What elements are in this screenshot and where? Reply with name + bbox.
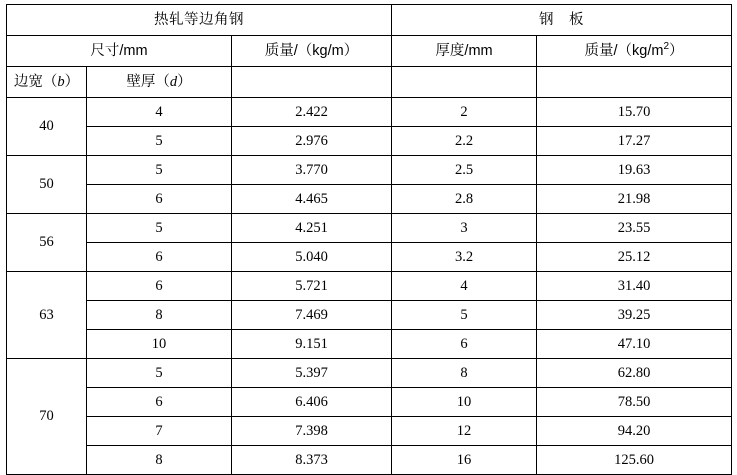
cell-plate-thickness: 2.2 (392, 127, 537, 156)
cell-wall-thickness: 5 (87, 214, 232, 243)
cell-wall-thickness: 10 (87, 330, 232, 359)
cell-plate-thickness: 12 (392, 417, 537, 446)
cell-plate-mass: 47.10 (537, 330, 732, 359)
table-row (7, 156, 732, 185)
table-sub-header-row (7, 36, 732, 67)
column-header-side-width-close: ） (64, 73, 80, 90)
table-row (7, 330, 732, 359)
cell-mass-per-m: 2.976 (232, 127, 392, 156)
cell-side-width: 56 (7, 214, 87, 272)
table-row (7, 301, 732, 330)
cell-side-width: 40 (7, 98, 87, 156)
cell-mass-per-m: 5.721 (232, 272, 392, 301)
table-row (7, 127, 732, 156)
cell-plate-thickness: 3 (392, 214, 537, 243)
table-column-header-row (7, 67, 732, 98)
cell-plate-thickness: 8 (392, 359, 537, 388)
cell-plate-thickness: 4 (392, 272, 537, 301)
column-header-side-width-symbol: b (57, 73, 65, 90)
table-group-header-row (7, 5, 732, 36)
column-header-wall-thickness-close: ） (177, 73, 192, 90)
cell-plate-thickness: 2.5 (392, 156, 537, 185)
cell-plate-mass: 62.80 (537, 359, 732, 388)
cell-side-width: 70 (7, 359, 87, 475)
column-header-blank-mass (232, 67, 392, 98)
cell-mass-per-m: 7.469 (232, 301, 392, 330)
cell-mass-per-m: 5.040 (232, 243, 392, 272)
table-row (7, 185, 732, 214)
table-row (7, 359, 732, 388)
cell-mass-per-m: 2.422 (232, 98, 392, 127)
cell-wall-thickness: 7 (87, 417, 232, 446)
cell-plate-mass: 15.70 (537, 98, 732, 127)
cell-plate-thickness: 2 (392, 98, 537, 127)
cell-mass-per-m: 4.251 (232, 214, 392, 243)
cell-side-width: 63 (7, 272, 87, 359)
cell-wall-thickness: 4 (87, 98, 232, 127)
column-header-wall-thickness (87, 67, 232, 98)
sub-header-mass-per-m2-text: 质量/（kg/m (584, 42, 664, 59)
cell-mass-per-m: 9.151 (232, 330, 392, 359)
column-header-blank-thickness (392, 67, 537, 98)
column-header-wall-thickness-text: 壁厚（ (126, 73, 170, 90)
cell-plate-thickness: 10 (392, 388, 537, 417)
cell-plate-mass: 25.12 (537, 243, 732, 272)
table-row (7, 417, 732, 446)
cell-mass-per-m: 3.770 (232, 156, 392, 185)
group-header-angle-steel: 热轧等边角钢 (7, 5, 392, 36)
sub-header-mass-per-m2-suffix: ） (669, 42, 684, 59)
cell-mass-per-m: 7.398 (232, 417, 392, 446)
cell-mass-per-m: 5.397 (232, 359, 392, 388)
sub-header-dimensions: 尺寸/mm (7, 36, 232, 67)
cell-wall-thickness: 5 (87, 359, 232, 388)
column-header-side-width-text: 边宽（ (13, 73, 58, 90)
cell-plate-mass: 17.27 (537, 127, 732, 156)
group-header-steel-plate: 钢 板 (392, 5, 732, 36)
cell-plate-thickness: 6 (392, 330, 537, 359)
cell-wall-thickness: 8 (87, 446, 232, 475)
table-row (7, 272, 732, 301)
column-header-side-width (7, 67, 87, 98)
cell-plate-thickness: 3.2 (392, 243, 537, 272)
column-header-blank-plate-mass (537, 67, 732, 98)
cell-plate-mass: 19.63 (537, 156, 732, 185)
sub-header-mass-per-m2 (537, 36, 732, 67)
cell-plate-mass: 21.98 (537, 185, 732, 214)
cell-mass-per-m: 4.465 (232, 185, 392, 214)
cell-wall-thickness: 5 (87, 156, 232, 185)
cell-plate-mass: 94.20 (537, 417, 732, 446)
cell-wall-thickness: 5 (87, 127, 232, 156)
table-row (7, 243, 732, 272)
cell-mass-per-m: 6.406 (232, 388, 392, 417)
cell-wall-thickness: 8 (87, 301, 232, 330)
table-row (7, 388, 732, 417)
cell-wall-thickness: 6 (87, 243, 232, 272)
cell-wall-thickness: 6 (87, 272, 232, 301)
sub-header-mass-per-m: 质量/（kg/m） (232, 36, 392, 67)
cell-plate-mass: 78.50 (537, 388, 732, 417)
table-row (7, 214, 732, 243)
sub-header-plate-thickness: 厚度/mm (392, 36, 537, 67)
cell-plate-thickness: 5 (392, 301, 537, 330)
cell-plate-thickness: 16 (392, 446, 537, 475)
cell-plate-mass: 39.25 (537, 301, 732, 330)
steel-section-table (6, 4, 732, 475)
cell-plate-thickness: 2.8 (392, 185, 537, 214)
cell-plate-mass: 23.55 (537, 214, 732, 243)
cell-plate-mass: 125.60 (537, 446, 732, 475)
cell-wall-thickness: 6 (87, 185, 232, 214)
cell-mass-per-m: 8.373 (232, 446, 392, 475)
table-row (7, 446, 732, 475)
table-row (7, 98, 732, 127)
column-header-wall-thickness-symbol: d (169, 73, 178, 90)
cell-side-width: 50 (7, 156, 87, 214)
cell-plate-mass: 31.40 (537, 272, 732, 301)
sub-header-mass-per-m2-exponent: 2 (663, 40, 670, 52)
cell-wall-thickness: 6 (87, 388, 232, 417)
